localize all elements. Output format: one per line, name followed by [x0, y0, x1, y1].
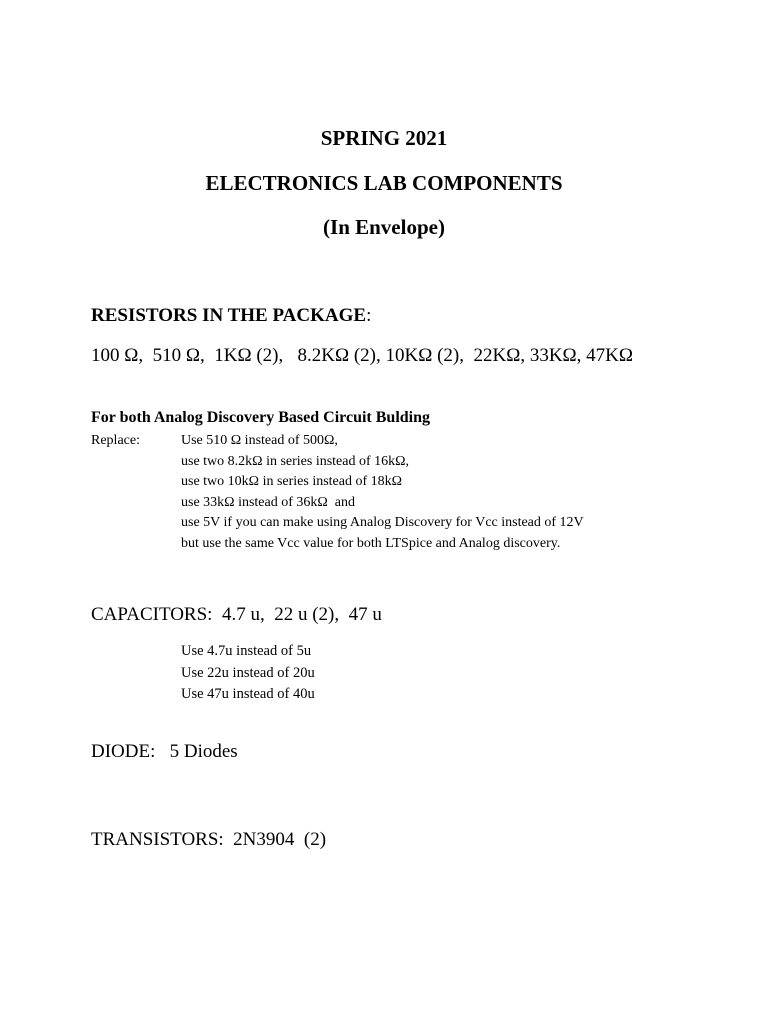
replace-line: use two 10kΩ in series instead of 18kΩ — [181, 474, 403, 489]
capacitor-note: Use 22u instead of 20u — [181, 665, 315, 681]
capacitors-line: CAPACITORS: 4.7 u, 22 u (2), 47 u — [91, 604, 382, 625]
page-subtitle: (In Envelope) — [323, 215, 445, 239]
replace-label: Replace: — [91, 433, 140, 448]
semester-title: SPRING 2021 — [320, 126, 448, 150]
replace-line: use 33kΩ instead of 36kΩ and — [181, 495, 356, 510]
replace-line: but use the same Vcc value for both LTSpice and Analog discovery. — [181, 536, 561, 551]
replace-line: use 5V if you can make using Analog Discovery for Vcc instead of 12V — [181, 515, 584, 530]
page-title: ELECTRONICS LAB COMPONENTS — [205, 171, 563, 195]
resistors-heading-colon: : — [366, 305, 372, 326]
resistors-list: 100 Ω, 510 Ω, 1KΩ (2), 8.2KΩ (2), 10KΩ (2), 22KΩ, 33KΩ, 47KΩ — [91, 345, 634, 366]
analog-discovery-note-title: For both Analog Discovery Based Circuit Bulding — [91, 409, 430, 426]
capacitor-note: Use 4.7u instead of 5u — [181, 643, 312, 659]
transistors-line: TRANSISTORS: 2N3904 (2) — [91, 829, 327, 850]
replace-line: Use 510 Ω instead of 500Ω, — [181, 433, 338, 448]
resistors-heading-text: RESISTORS IN THE PACKAGE — [91, 305, 367, 326]
resistors-heading — [91, 305, 371, 327]
capacitor-note: Use 47u instead of 40u — [181, 686, 315, 702]
replace-line: use two 8.2kΩ in series instead of 16kΩ, — [181, 454, 410, 469]
diode-line: DIODE: 5 Diodes — [91, 741, 238, 762]
